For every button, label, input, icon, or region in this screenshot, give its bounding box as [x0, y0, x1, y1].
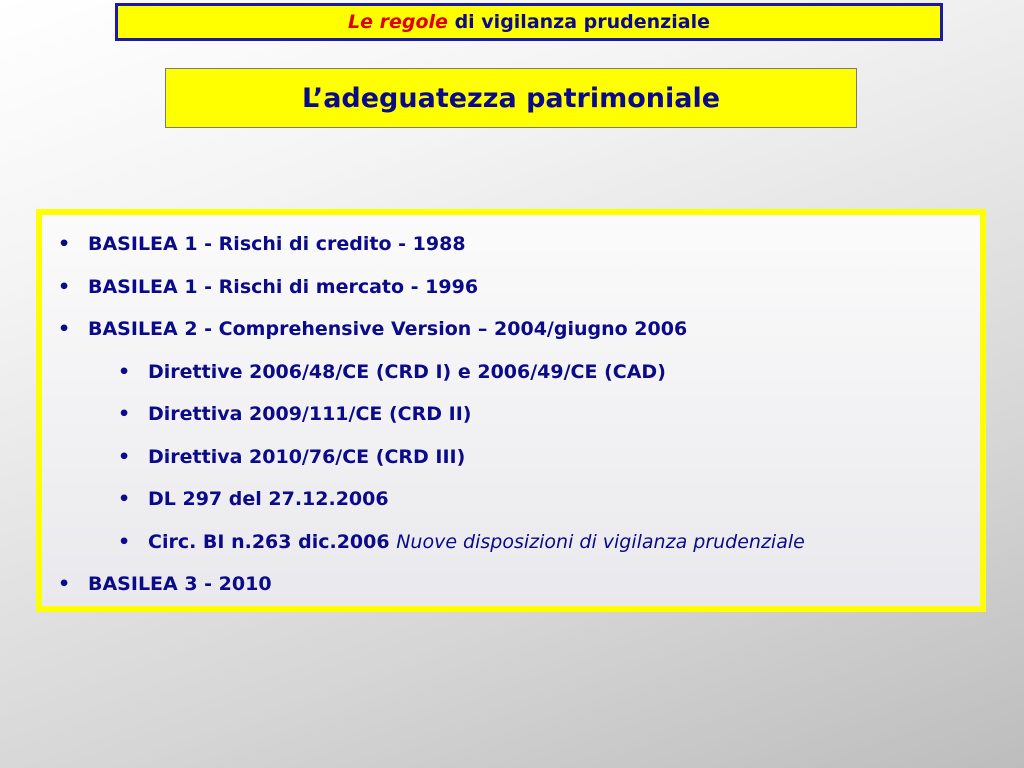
list-item-sub	[42, 478, 980, 521]
item-text: BASILEA 2 - Comprehensive Version – 2004/giugno 2006	[88, 318, 688, 340]
bullet-icon: •	[118, 445, 131, 468]
slide-header	[115, 3, 943, 41]
item-text: BASILEA 1 - Rischi di credito - 1988	[88, 233, 466, 255]
list-item	[42, 563, 980, 606]
list-item-sub	[42, 436, 980, 479]
item-italic-text: Nuove disposizioni di vigilanza prudenziale	[396, 530, 805, 553]
list-item-sub	[42, 351, 980, 394]
list-item-sub	[42, 521, 980, 564]
bullet-icon: •	[118, 488, 131, 510]
bullet-icon: •	[118, 403, 131, 425]
header-accent-text: Le regole	[348, 11, 448, 33]
bullet-list	[42, 223, 980, 606]
subtitle-text: L’adeguatezza patrimoniale	[301, 82, 721, 114]
item-text: BASILEA 1 - Rischi di mercato - 1996	[88, 275, 479, 298]
bullet-icon: •	[58, 275, 71, 298]
header-text: di vigilanza prudenziale	[447, 11, 710, 33]
bullet-icon: •	[118, 360, 131, 383]
item-text: Circ. BI n.263 dic.2006	[148, 530, 397, 553]
item-text: DL 297 del 27.12.2006	[148, 488, 389, 510]
item-text: BASILEA 3 - 2010	[88, 573, 272, 595]
item-text: Direttiva 2010/76/CE (CRD III)	[148, 445, 466, 468]
list-item-sub	[42, 393, 980, 436]
bullet-icon: •	[118, 530, 131, 553]
slide-subtitle	[165, 68, 857, 128]
content-box	[36, 209, 986, 612]
item-text: Direttive 2006/48/CE (CRD I) e 2006/49/CE (CAD)	[148, 360, 666, 383]
bullet-icon: •	[58, 318, 71, 340]
list-item	[42, 266, 980, 309]
list-item	[42, 223, 980, 266]
bullet-icon: •	[58, 233, 71, 255]
list-item	[42, 308, 980, 351]
bullet-icon: •	[58, 573, 71, 595]
item-text: Direttiva 2009/111/CE (CRD II)	[148, 403, 472, 425]
